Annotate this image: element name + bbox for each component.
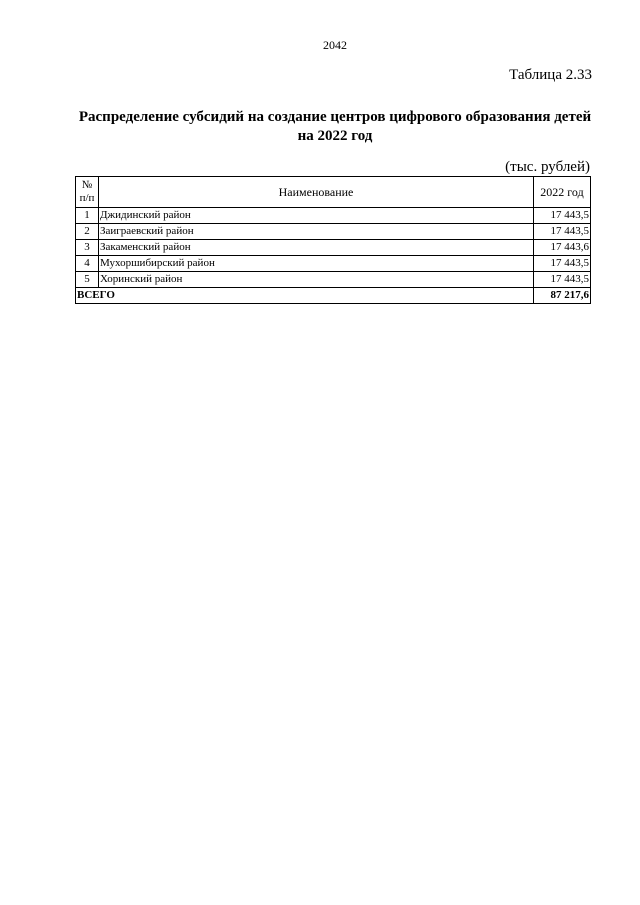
- row-number: 4: [76, 256, 99, 272]
- row-value: 17 443,6: [534, 240, 591, 256]
- row-value: 17 443,5: [534, 256, 591, 272]
- row-name: Джидинский район: [99, 208, 534, 224]
- row-name: Хоринский район: [99, 272, 534, 288]
- row-value: 17 443,5: [534, 272, 591, 288]
- row-number: 2: [76, 224, 99, 240]
- units-label: (тыс. рублей): [505, 159, 590, 175]
- total-value: 87 217,6: [534, 288, 591, 304]
- table-label: Таблица 2.33: [509, 67, 592, 83]
- header-name: Наименование: [99, 177, 534, 208]
- row-number: 3: [76, 240, 99, 256]
- table-total-row: [76, 288, 591, 304]
- table-header-row: [76, 177, 591, 208]
- row-number: 1: [76, 208, 99, 224]
- total-label: ВСЕГО: [76, 288, 534, 304]
- row-name: Закаменский район: [99, 240, 534, 256]
- row-name: Мухоршибирский район: [99, 256, 534, 272]
- row-value: 17 443,5: [534, 208, 591, 224]
- subsidies-table: [75, 176, 591, 304]
- header-year: 2022 год: [534, 177, 591, 208]
- table-row: [76, 240, 591, 256]
- row-name: Заиграевский район: [99, 224, 534, 240]
- table-row: [76, 224, 591, 240]
- table-row: [76, 272, 591, 288]
- row-value: 17 443,5: [534, 224, 591, 240]
- table-row: [76, 208, 591, 224]
- table-row: [76, 256, 591, 272]
- row-number: 5: [76, 272, 99, 288]
- header-number: № п/п: [76, 177, 99, 208]
- document-title: Распределение субсидий на создание центров цифрового образования детей на 2022 год: [78, 109, 592, 144]
- page-number: 2042: [323, 38, 347, 52]
